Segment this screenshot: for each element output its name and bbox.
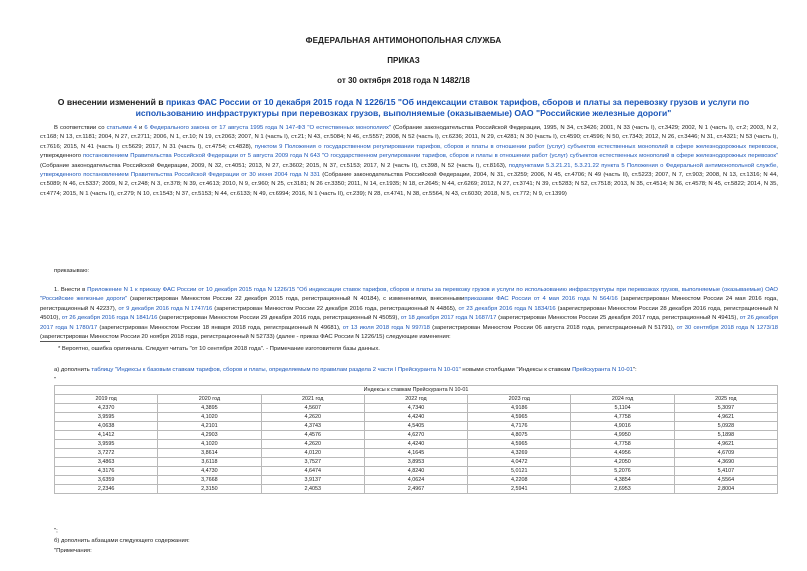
index-table bbox=[54, 385, 778, 494]
table-cell: 2,3150 bbox=[158, 485, 261, 494]
agency-heading: ФЕДЕРАЛЬНАЯ АНТИМОНОПОЛЬНАЯ СЛУЖБА bbox=[305, 36, 502, 45]
table-row bbox=[55, 458, 778, 467]
table-cell: 4,2903 bbox=[158, 431, 261, 440]
table-cell: 4,4730 bbox=[158, 467, 261, 476]
table-cell: 4,2208 bbox=[468, 476, 571, 485]
index-table-link[interactable]: таблицу "Индексы к базовым ставкам тарифов, сборов и платы, определяемым по правилам раздела 2 части I Прейскуранта N 10-01" bbox=[91, 367, 461, 373]
item-a-paragraph bbox=[54, 366, 778, 375]
order-1780-link[interactable]: от 26 декабря 2017 года N 1780/17 bbox=[40, 315, 779, 331]
item1-text-7: (зарегистрирован Минюстом России 25 декабря 2017 года, регистрационный N 49415), bbox=[496, 315, 740, 322]
order-1834-link[interactable]: от 23 декабря 2016 года N 1834/16 bbox=[458, 305, 556, 312]
table-cell: 4,8240 bbox=[364, 467, 467, 476]
item-b-paragraph: б) дополнить абзацами следующего содержания: bbox=[54, 538, 190, 544]
government-decree-link[interactable]: постановлением Правительства Российской Федерации от 5 августа 2009 года N 643 "О государственном регулировании тарифов, сборов и платы в отношении работ (услуг) субъектов естественных монополий в сфере железнодорожных перевозок" bbox=[82, 153, 778, 160]
table-header-cell: 2021 год bbox=[261, 395, 364, 404]
regulation-clause-link[interactable]: пунктом 9 Положения о государственном регулировании тарифов, сборов и платы в отношении работ (услуг) субъектов естественных монополий в сфере железнодорожных перевозок bbox=[254, 143, 777, 150]
table-cell: 4,4240 bbox=[364, 440, 467, 449]
table-cell: 2,8004 bbox=[674, 485, 777, 494]
table-cell: 4,3269 bbox=[468, 449, 571, 458]
table-cell: 4,2050 bbox=[571, 458, 674, 467]
table-cell: 4,4240 bbox=[364, 413, 467, 422]
item-1-paragraph bbox=[40, 286, 778, 342]
quote-mark-close: "; bbox=[54, 528, 58, 534]
item1-text-1: 1. Внести в bbox=[54, 287, 88, 293]
price-list-link[interactable]: Прейскуранта N 10-01 bbox=[572, 367, 633, 373]
order-1273-link[interactable]: от 30 сентября 2018 года N 1273/18 bbox=[676, 324, 778, 331]
table-header-cell: 2025 год bbox=[674, 395, 777, 404]
fas-regulation-link[interactable]: подпунктами 5.3.21.21, 5.3.21.22 пункта 5 Положения о Федеральной антимонопольной службе, утвержденного постановлением Правительства Российской Федерации от 30 июня 2004 года N 331 bbox=[40, 162, 778, 179]
table-row bbox=[55, 404, 778, 413]
title-order-link[interactable]: приказ ФАС России от 10 декабря 2015 года N 1226/15 "Об индексации ставок тарифов, сборов и платы за перевозку грузов и услуги по использованию инфраструктуры при перевозках грузов, выполняемые (оказываемые) ОАО "Российские железные дороги" bbox=[135, 97, 750, 118]
table-cell: 3,6359 bbox=[55, 476, 158, 485]
table-cell: 4,9016 bbox=[571, 422, 674, 431]
table-cell: 4,5965 bbox=[468, 413, 571, 422]
table-header-cell: 2024 год bbox=[571, 395, 674, 404]
table-cell: 3,9595 bbox=[55, 440, 158, 449]
table-row bbox=[55, 467, 778, 476]
table-cell: 2,6953 bbox=[571, 485, 674, 494]
table-cell: 4,8075 bbox=[468, 431, 571, 440]
table-cell: 4,2620 bbox=[261, 440, 364, 449]
table-cell: 4,6270 bbox=[364, 431, 467, 440]
table-cell: 4,4956 bbox=[571, 449, 674, 458]
table-cell: 4,9621 bbox=[674, 440, 777, 449]
table-cell: 3,4863 bbox=[55, 458, 158, 467]
table-header-row bbox=[55, 395, 778, 404]
table-cell: 5,1898 bbox=[674, 431, 777, 440]
preamble-text-6: (Собрание законодательства Российской Федерации, 2004, N 31, ст.3259; 2006, N 45, ст.4706; N 49 (часть II), ст.5223; 2007, N 7, ст.903; 2008, N 13, ст.1316; N 44, ст.5089; N 46, ст.5337; 2009, N 2, ст.248; N 3, ст.378; N 39, ст.4613; 2010, N 9, ст.960; N 25, ст.3181; N 26 ст.3350; 2011, N 14, ст.1935; N 18, ст.2645; N 44, ст.6269; 2012, N 27, ст.3741; N 39, ст.5283; N 52, ст.7518; 2013, N 35, ст.4514; N 36, ст.4578; N 45, ст.5822; 2014, N 35, ст.4774; 2015, N 1 (часть II), ст.279; N 10, ст.1543; N 37, ст.5153; N 44, ст.6133; N 49, ст.6994; 2016, N 1 (часть II), ст.239); N 28, ст.4741, N 38, ст.5564, N 43, ст.6030; 2018, N 5, ст.772; N 9, ст.1399) bbox=[40, 172, 779, 197]
table-cell: 3,6118 bbox=[158, 458, 261, 467]
item1-text-2: (зарегистрирован Минюстом России 22 декабря 2015 года, регистрационный N 40184), с изменениями, внесенными bbox=[127, 296, 465, 303]
item1-text-5: (зарегистрирован Минюстом России 28 декабря 2016 года, регистрационный N 45010), bbox=[40, 305, 778, 322]
order-1747-link[interactable]: от 9 декабря 2016 года N 1747/16 bbox=[118, 305, 213, 312]
federal-law-link[interactable]: 6 Федерального закона от 17 августа 1995 года N 147-ФЗ "О естественных монополиях" bbox=[144, 125, 392, 131]
table-cell: 4,6709 bbox=[674, 449, 777, 458]
table-cell: 3,7527 bbox=[261, 458, 364, 467]
table-cell: 3,7668 bbox=[158, 476, 261, 485]
appendix-link[interactable]: Приложение N 1 к приказу ФАС России от 10 декабря 2015 года N 1226/15 "Об индексации ставок тарифов, сборов и платы за перевозку грузов и услуги по использованию инфраструктуры при перевозках грузов, выполняемые (оказываемые) ОАО "Российские железные дороги" bbox=[40, 287, 778, 303]
item-a-text-3: ": bbox=[632, 367, 637, 373]
table-row bbox=[55, 422, 778, 431]
table-row bbox=[55, 476, 778, 485]
table-cell: 5,2076 bbox=[571, 467, 674, 476]
preamble-text-1: В соответствии со bbox=[54, 125, 107, 131]
item1-text-3: (зарегистрирован Минюстом России 24 мая 2016 года, регистрационный N 42237), bbox=[40, 296, 778, 312]
table-row bbox=[55, 431, 778, 440]
table-row bbox=[55, 485, 778, 494]
table-cell: 4,5965 bbox=[468, 440, 571, 449]
document-type: ПРИКАЗ bbox=[387, 56, 420, 65]
item1-text-6: (зарегистрирован Минюстом России 29 декабря 2016 года, регистрационный N 45059), bbox=[157, 315, 401, 322]
table-cell: 4,1645 bbox=[364, 449, 467, 458]
preamble-text-3: (Собрание законодательства Российской Федерации, 1995, N 34, ст.3426; 2001, N 33 (часть I), ст.3429; 2002, N 1 (часть I), ст.2; 2003, N 2, ст.168; N 13, ст.1181; 2004, N 27, ст.2711; 2006, N 1, ст.10; N 19, ст.2063; 2007, N 1 (часть I), ст.21; N 43, ст.5084; N 46, ст.5557; 2008, N 52 (часть I), ст.6236; 2011, N 29, ст.4281; N 30 (часть I), ст.4590; ст.4596; N 50, ст.7343; 2012, N 26, ст.3446; N 31, ст.4321; N 53 (часть I), ст.7616; 2015, N 41 (часть I) ст.5629; 2017, N 31 (часть I), ст.4754; ст.4828), bbox=[40, 125, 778, 150]
table-cell: 3,7272 bbox=[55, 449, 158, 458]
table-cell: 3,9595 bbox=[55, 413, 158, 422]
item1-text-4: (зарегистрирован Минюстом России 22 декабря 2016 года, регистрационный N 44865), bbox=[212, 305, 459, 312]
table-cell: 4,5564 bbox=[674, 476, 777, 485]
footnote-divider bbox=[40, 341, 110, 342]
table-header-cell: 2019 год bbox=[55, 395, 158, 404]
table-cell: 4,7758 bbox=[571, 413, 674, 422]
table-cell: 4,4576 bbox=[261, 431, 364, 440]
order-564-link[interactable]: приказами ФАС России от 4 мая 2016 года N 564/16 bbox=[464, 296, 618, 303]
table-cell: 5,1104 bbox=[571, 404, 674, 413]
item1-text-9: (зарегистрирован Минюстом России 06 августа 2018 года, регистрационный N 51791), bbox=[429, 324, 677, 331]
table-cell: 4,7176 bbox=[468, 422, 571, 431]
preamble-text-2: и bbox=[136, 125, 145, 131]
table-row bbox=[55, 449, 778, 458]
order-1687-link[interactable]: от 18 декабря 2017 года N 1687/17 bbox=[400, 315, 497, 322]
table-header-cell: 2022 год bbox=[364, 395, 467, 404]
table-cell: 2,4053 bbox=[261, 485, 364, 494]
preamble-paragraph bbox=[40, 124, 778, 199]
title-prefix: О внесении изменений в bbox=[57, 97, 166, 107]
item-a-text-1: а) дополнить bbox=[54, 367, 92, 373]
table-cell: 4,3854 bbox=[571, 476, 674, 485]
table-cell: 4,0624 bbox=[364, 476, 467, 485]
item1-text-10: (зарегистрирован Минюстом России 20 ноября 2018 года, регистрационный N 52733) (далее - приказ ФАС России N 1226/15) следующие изменения: bbox=[40, 334, 451, 341]
table-row bbox=[55, 440, 778, 449]
table-cell: 4,3895 bbox=[158, 404, 261, 413]
table-cell: 4,2101 bbox=[158, 422, 261, 431]
table-cell: 4,5607 bbox=[261, 404, 364, 413]
table-cell: 4,3176 bbox=[55, 467, 158, 476]
table-cell: 4,9621 bbox=[674, 413, 777, 422]
table-header-cell: 2020 год bbox=[158, 395, 261, 404]
preamble-text-5: (Собрание законодательства Российской Федерации, 2009, N 32, ст.4051; 2013, N 27, ст.3602; 2015, N 37, ст.5153; 2017, N 2 (часть II), ст.398, N 52 (часть I), ст.8163), bbox=[40, 162, 509, 169]
table-cell: 2,4967 bbox=[364, 485, 467, 494]
table-body bbox=[55, 404, 778, 494]
table-cell: 4,9950 bbox=[571, 431, 674, 440]
table-cell: 4,7758 bbox=[571, 440, 674, 449]
order-997-link[interactable]: от 13 июля 2018 года N 997/18 bbox=[342, 324, 430, 331]
table-caption: Индексы к ставкам Прейскуранта N 10-01 bbox=[55, 386, 778, 395]
table-cell: 4,3743 bbox=[261, 422, 364, 431]
order-1841-link[interactable]: от 26 декабря 2016 года N 1841/16 bbox=[61, 315, 158, 322]
footnote-text: * Вероятно, ошибка оригинала. Следует читать "от 10 сентября 2018 года". - Примечание изготовителя базы данных. bbox=[58, 346, 380, 352]
item-a-text-2: новыми столбцами "Индексы к ставкам bbox=[460, 367, 573, 373]
table-row bbox=[55, 413, 778, 422]
table-cell: 4,0638 bbox=[55, 422, 158, 431]
table-cell: 4,2370 bbox=[55, 404, 158, 413]
table-cell: 4,1020 bbox=[158, 440, 261, 449]
table-cell: 4,6474 bbox=[261, 467, 364, 476]
table-cell: 3,8953 bbox=[364, 458, 467, 467]
preamble-text-4: , утвержденного bbox=[40, 143, 778, 160]
table-cell: 5,3097 bbox=[674, 404, 777, 413]
table-cell: 4,5405 bbox=[364, 422, 467, 431]
orders-line: приказываю: bbox=[54, 268, 90, 274]
item1-text-8: (зарегистрирован Минюстом России 18 января 2018 года, регистрационный N 49681), bbox=[97, 324, 343, 331]
table-cell: 3,9137 bbox=[261, 476, 364, 485]
table-cell: 5,4107 bbox=[674, 467, 777, 476]
table-header-cell: 2023 год bbox=[468, 395, 571, 404]
document-title bbox=[40, 97, 767, 119]
table-cell: 5,0928 bbox=[674, 422, 777, 431]
notes-heading: "Примечания: bbox=[54, 548, 92, 554]
table-cell: 4,2620 bbox=[261, 413, 364, 422]
table-cell: 2,5941 bbox=[468, 485, 571, 494]
law-articles-link[interactable]: статьями 4 bbox=[106, 125, 137, 131]
table-cell: 4,1412 bbox=[55, 431, 158, 440]
document-date-number: от 30 октября 2018 года N 1482/18 bbox=[337, 76, 470, 85]
table-cell: 4,0120 bbox=[261, 449, 364, 458]
table-cell: 3,8614 bbox=[158, 449, 261, 458]
table-cell: 4,7340 bbox=[364, 404, 467, 413]
table-cell: 4,1020 bbox=[158, 413, 261, 422]
table-cell: 2,2346 bbox=[55, 485, 158, 494]
table-cell: 4,9186 bbox=[468, 404, 571, 413]
table-cell: 4,3690 bbox=[674, 458, 777, 467]
table-cell: 5,0121 bbox=[468, 467, 571, 476]
table-cell: 4,0472 bbox=[468, 458, 571, 467]
quote-mark-open: " bbox=[54, 377, 57, 383]
